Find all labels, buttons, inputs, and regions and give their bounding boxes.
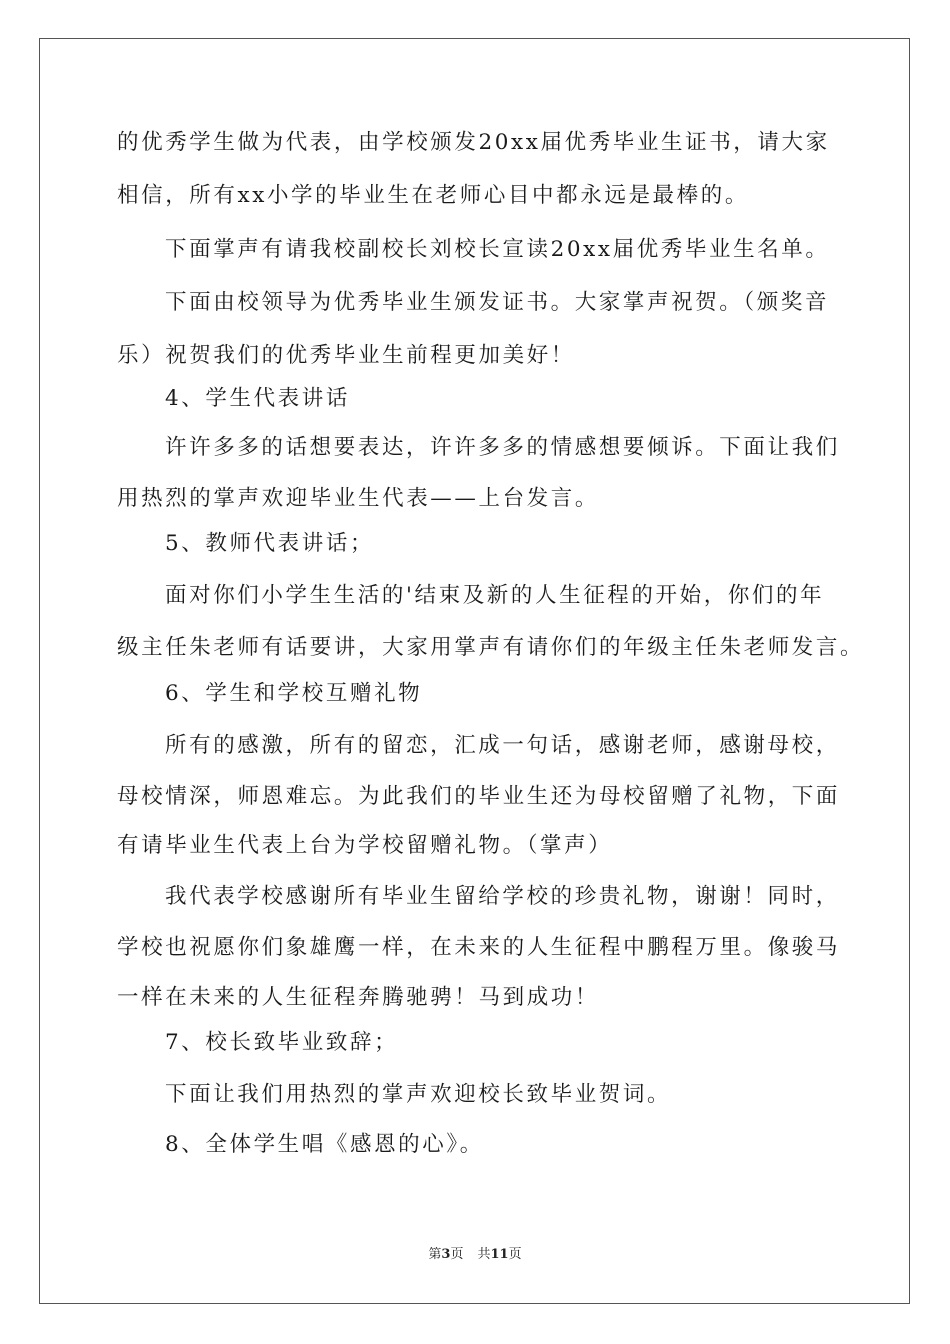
- total-prefix: 共: [477, 1247, 491, 1262]
- section-heading: 7、校长致毕业致辞；: [165, 1030, 399, 1055]
- paragraph-line: 用热烈的掌声欢迎毕业生代表——上台发言。: [117, 486, 600, 511]
- paragraph-line: 学校也祝愿你们象雄鹰一样，在未来的人生征程中鹏程万里。像骏马: [117, 935, 841, 960]
- page-suffix: 页: [450, 1247, 464, 1262]
- paragraph-line: 的优秀学生做为代表，由学校颁发20xx届优秀毕业生证书，请大家: [117, 130, 830, 155]
- page-frame: [39, 38, 910, 1304]
- section-heading: 4、学生代表讲话: [165, 386, 350, 411]
- paragraph-line: 所有的感激，所有的留恋，汇成一句话，感谢老师，感谢母校，: [165, 733, 840, 758]
- total-suffix: 页: [508, 1247, 522, 1262]
- paragraph-line: 许许多多的话想要表达，许许多多的情感想要倾诉。下面让我们: [165, 435, 840, 460]
- section-heading: 5、教师代表讲话；: [165, 531, 375, 556]
- paragraph-line: 母校情深，师恩难忘。为此我们的毕业生还为母校留赠了礼物，下面: [117, 784, 841, 809]
- page-prefix: 第: [428, 1247, 442, 1262]
- paragraph-line: 级主任朱老师有话要讲，大家用掌声有请你们的年级主任朱老师发言。: [117, 635, 865, 660]
- total-pages: 11: [490, 1247, 509, 1262]
- paragraph-line: 一样在未来的人生征程奔腾驰骋！马到成功！: [117, 985, 600, 1010]
- section-heading: 6、学生和学校互赠礼物: [165, 681, 423, 706]
- page-number: 3: [441, 1247, 451, 1262]
- paragraph-line: 下面掌声有请我校副校长刘校长宣读20xx届优秀毕业生名单。: [165, 237, 830, 262]
- section-heading: 8、全体学生唱《感恩的心》。: [165, 1132, 484, 1157]
- paragraph-line: 面对你们小学生生活的'结束及新的人生征程的开始，你们的年: [165, 583, 825, 608]
- paragraph-line: 我代表学校感谢所有毕业生留给学校的珍贵礼物，谢谢！同时，: [165, 884, 840, 909]
- paragraph-line: 乐）祝贺我们的优秀毕业生前程更加美好！: [117, 343, 575, 368]
- paragraph-line: 下面让我们用热烈的掌声欢迎校长致毕业贺词。: [165, 1082, 672, 1107]
- page-footer: [0, 1246, 950, 1264]
- paragraph-line: 下面由校领导为优秀毕业生颁发证书。大家掌声祝贺。（颁奖音: [165, 290, 830, 315]
- paragraph-line: 相信，所有xx小学的毕业生在老师心目中都永远是最棒的。: [117, 183, 749, 208]
- paragraph-line: 有请毕业生代表上台为学校留赠礼物。（掌声）: [117, 833, 613, 858]
